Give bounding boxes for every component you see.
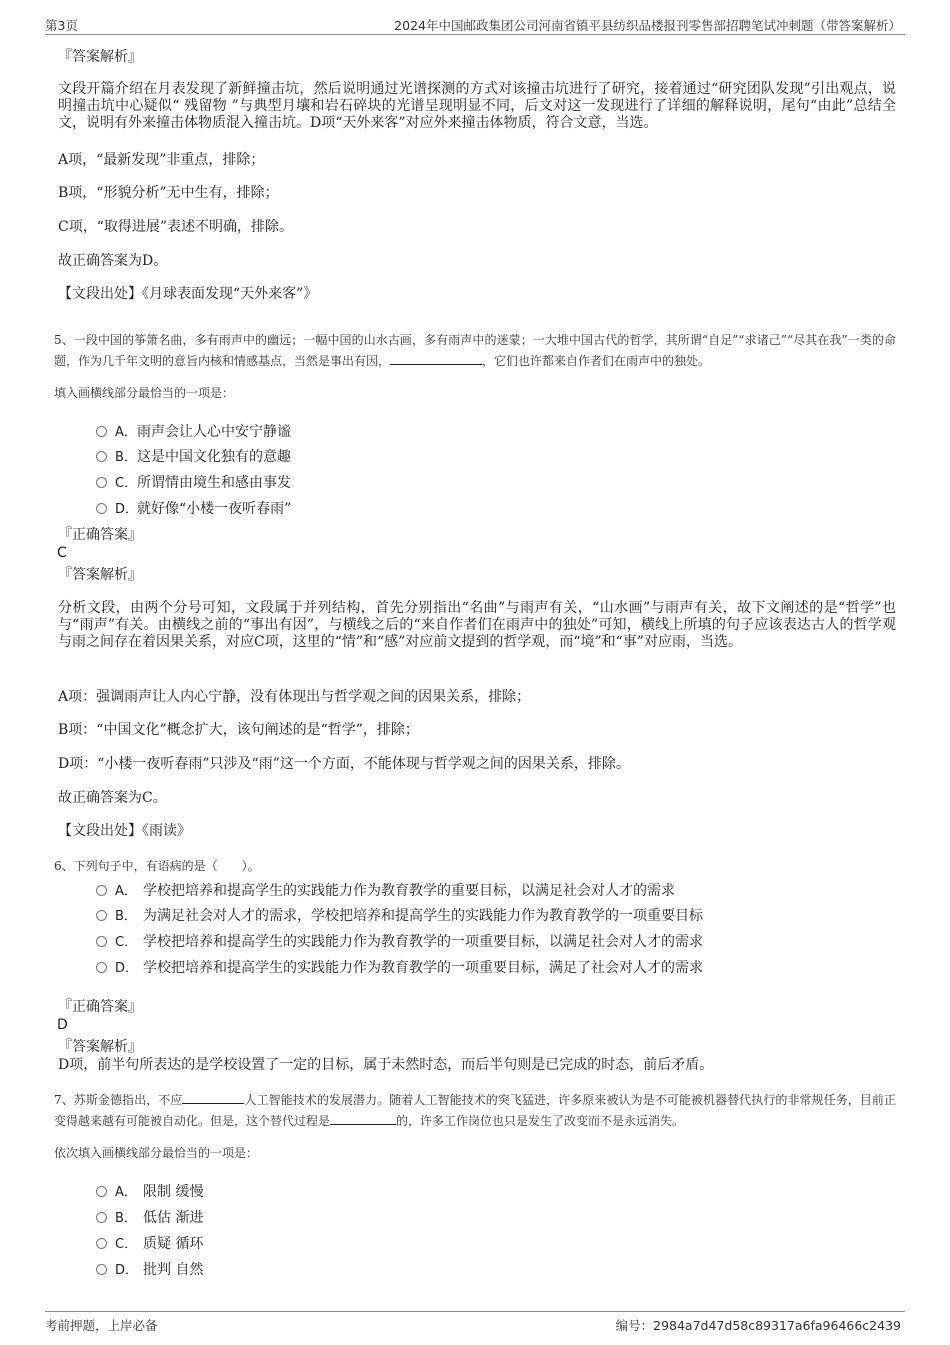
q5-prompt: 填入画横线部分最恰当的一项是： [54, 386, 235, 400]
q5-stem [54, 330, 896, 372]
radio-icon[interactable] [96, 503, 107, 514]
q4-option-c-note: C项，“取得进展”表述不明确，排除。 [58, 219, 294, 235]
q6-option-b[interactable]: B． 为满足社会对人才的需求，学校把培养和提高学生的实践能力作为教育教学的一项重要目标 [96, 905, 703, 925]
q7-blank-2 [330, 1112, 396, 1125]
radio-icon[interactable] [96, 426, 107, 437]
q6-answer-label: 『正确答案』 [58, 999, 142, 1015]
q6-option-c[interactable]: C． 学校把培养和提高学生的实践能力作为教育教学的一项重要目标，以满足社会对人才的需求 [96, 931, 703, 951]
radio-icon[interactable] [96, 477, 107, 488]
q6-analysis-label: 『答案解析』 [58, 1039, 142, 1055]
radio-icon[interactable] [96, 1264, 107, 1275]
q5-option-c[interactable]: C．所谓情由境生和感由事发 [96, 472, 291, 492]
q5-blank [390, 352, 482, 365]
q7-prompt: 依次填入画横线部分最恰当的一项是： [54, 1146, 259, 1160]
q7-option-b[interactable]: B． 低估 渐进 [96, 1207, 203, 1227]
q7-blank-1 [182, 1091, 244, 1104]
q5-answer-label: 『正确答案』 [58, 527, 142, 543]
q5-conclusion: 故正确答案为C。 [58, 790, 167, 806]
q7-option-c[interactable]: C． 质疑 循环 [96, 1233, 203, 1253]
q6-answer: D [57, 1017, 68, 1033]
page-number: 第3页 [45, 18, 78, 33]
q7-option-d[interactable]: D． 批判 自然 [96, 1259, 203, 1279]
radio-icon[interactable] [96, 1238, 107, 1249]
q6-option-a[interactable]: A． 学校把培养和提高学生的实践能力作为教育教学的重要目标，以满足社会对人才的需求 [96, 880, 675, 900]
q5-option-d[interactable]: D．就好像“小楼一夜听春雨” [96, 498, 291, 518]
q5-option-d-note: D项：“小楼一夜听春雨”只涉及“雨”这一个方面，不能体现与哲学观之间的因果关系，排除。 [58, 756, 630, 772]
q5-option-b[interactable]: B．这是中国文化独有的意趣 [96, 446, 291, 466]
radio-icon[interactable] [96, 885, 107, 896]
radio-icon[interactable] [96, 1186, 107, 1197]
q4-conclusion: 故正确答案为D。 [58, 253, 168, 269]
q6-stem: 6、下列句子中，有语病的是（ ）。 [54, 859, 260, 873]
q6-analysis-text: D项，前半句所表达的是学校设置了一定的目标，属于未然时态，而后半句则是已完成的时态，前后矛盾。 [58, 1057, 714, 1073]
q5-stem-after: ，它们也许都来自作者们在雨声中的独处。 [482, 354, 711, 368]
q4-analysis-label: 『答案解析』 [58, 49, 142, 65]
q6-option-d[interactable]: D． 学校把培养和提高学生的实践能力作为教育教学的一项重要目标，满足了社会对人才的需求 [96, 957, 703, 977]
document-title: 2024年中国邮政集团公司河南省镇平县纺织品楼报刊零售部招聘笔试冲刺题（带答案解析） [394, 18, 901, 33]
q5-analysis-text: 分析文段，由两个分号可知，文段属于并列结构，首先分别指出“名曲”与雨声有关，“山水画”与雨声有关，故下文阐述的是“哲学”也与“雨声”有关。由横线之前的“事出有因”，与横线之后的“来自作者们在雨声中的独处”可知，横线上所填的句子应该表达古人的哲学观与雨之间存在着因果关系，对应C项，这里的“情”和“感”对应前文提到的哲学观，而“境”和“事”对应雨，当选。 [58, 600, 896, 650]
radio-icon[interactable] [96, 962, 107, 973]
q5-option-a[interactable]: A．雨声会让人心中安宁静谧 [96, 421, 291, 441]
q4-option-b-note: B项，“形貌分析”无中生有，排除； [58, 185, 279, 201]
footer-slogan: 考前押题，上岸必备 [45, 1318, 158, 1333]
q5-option-a-note: A项：强调雨声让人内心宁静，没有体现出与哲学观之间的因果关系，排除； [58, 689, 531, 705]
q5-stem-before: 5、一段中国的筝箫名曲，多有雨声中的幽远；一幅中国的山水古画，多有雨声中的迷蒙；一大堆中国古代的哲学，其所谓“自足”“求诸己”“尽其在我”一类的命题，作为几千年文明的意旨内核和情感基点，当然是事出有因， [54, 333, 896, 368]
radio-icon[interactable] [96, 910, 107, 921]
page-footer [45, 1311, 905, 1336]
radio-icon[interactable] [96, 451, 107, 462]
q4-option-a-note: A项，“最新发现”非重点，排除； [58, 152, 265, 168]
q5-option-b-note: B项：“中国文化”概念扩大，该句阐述的是“哲学”，排除； [58, 722, 419, 738]
radio-icon[interactable] [96, 1212, 107, 1223]
radio-icon[interactable] [96, 936, 107, 947]
q4-source: 【文段出处】《月球表面发现“天外来客”》 [58, 286, 318, 302]
q4-analysis-text: 文段开篇介绍在月表发现了新鲜撞击坑，然后说明通过光谱探测的方式对该撞击坑进行了研究，接着通过“研究团队发现”引出观点，说明撞击坑中心疑似“ 残留物 ”与典型月壤和岩石碎块的光谱呈现明显不同，后文对这一发现进行了详细的解释说明，尾句“由此”总结全文，说明有外来撞击体物质混入撞击坑。D项“天外来客”对应外来撞击体物质，符合文意，当选。 [58, 81, 896, 131]
q5-source: 【文段出处】《雨读》 [58, 823, 191, 839]
q7-option-a[interactable]: A． 限制 缓慢 [96, 1181, 203, 1201]
q7-stem: 7、苏斯金德指出，不应 人工智能技术的发展潜力。随着人工智能技术的突飞猛进，许多原来被认为是不可能被机器替代执行的非常规任务，目前正变得越来越有可能被自动化。但是，这个替代过程是 的，许多工作岗位也只是发生了改变而不是永远消失。 [54, 1093, 896, 1128]
q5-answer: C [57, 545, 67, 561]
page-header [45, 12, 905, 35]
document-code: 编号：2984a7d47d58c89317a6fa96466c2439 [615, 1318, 901, 1333]
q5-analysis-label: 『答案解析』 [58, 567, 142, 583]
